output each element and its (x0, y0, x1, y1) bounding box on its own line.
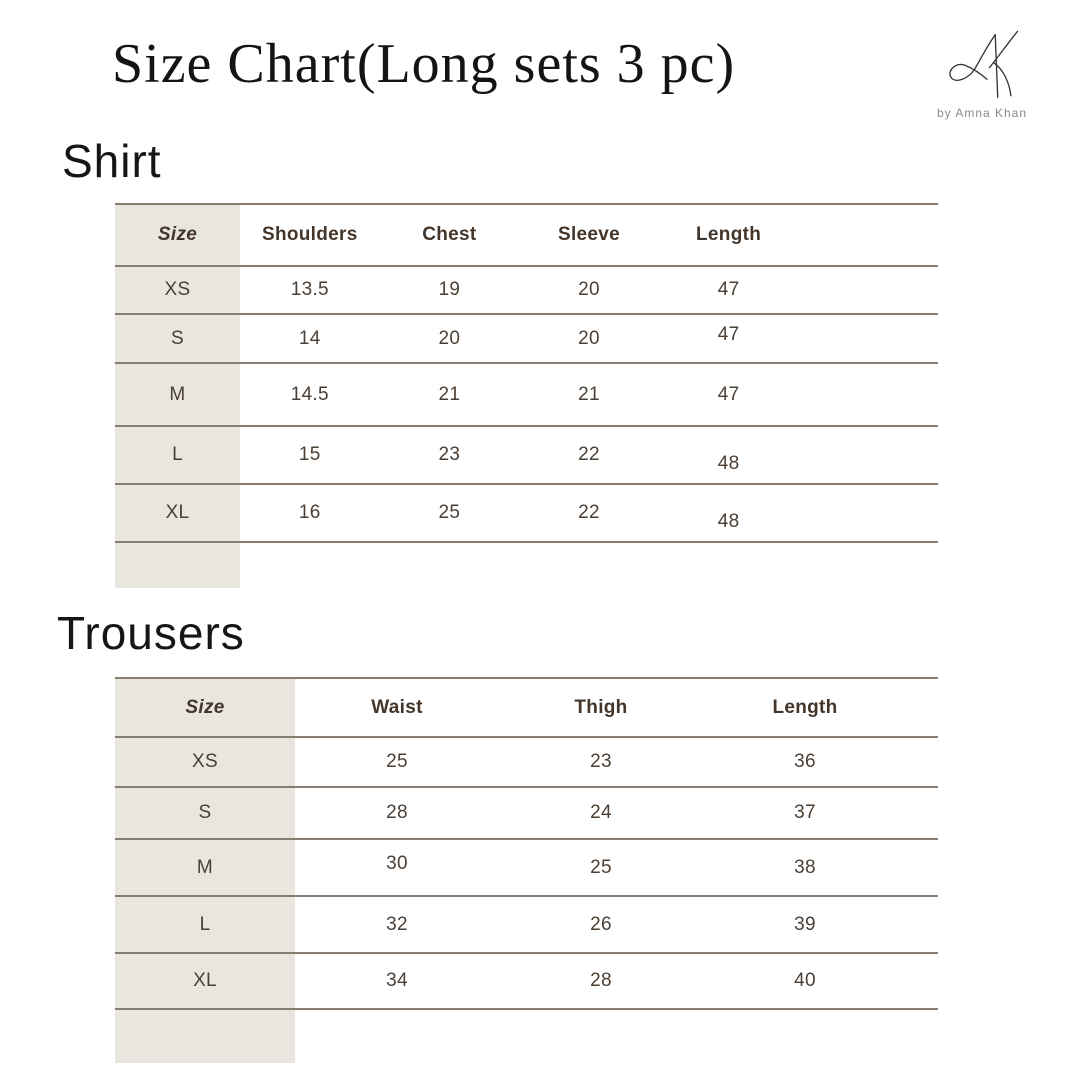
shirt-stub-size-cell (115, 543, 240, 588)
shirt-xs-sleeve: 20 (578, 279, 600, 300)
brand-byline: by Amna Khan (936, 106, 1028, 120)
shirt-xl-shoulders: 16 (298, 502, 321, 523)
table-row (115, 313, 938, 362)
trousers-m-waist: 30 (386, 852, 408, 874)
shirt-col-shoulders: Shoulders (261, 224, 358, 245)
table-row (115, 838, 938, 895)
trousers-xl-size: XL (115, 954, 295, 1008)
brand-logo (922, 28, 1042, 120)
shirt-xs-size: XS (115, 267, 240, 313)
trousers-xs-waist: 25 (386, 751, 408, 772)
trousers-l-thigh: 26 (590, 913, 612, 935)
trousers-size-table (115, 677, 938, 1063)
shirt-s-size: S (115, 315, 240, 362)
trousers-xs-size: XS (115, 738, 295, 786)
shirt-xl-size: XL (115, 485, 240, 541)
shirt-m-sleeve: 21 (578, 383, 600, 405)
trousers-xl-thigh: 28 (590, 970, 612, 991)
trousers-section-heading: Trousers (57, 607, 245, 659)
trousers-xs-thigh: 23 (590, 751, 612, 772)
trousers-xs-length: 36 (794, 751, 816, 772)
shirt-m-chest: 21 (438, 383, 461, 405)
shirt-col-length: Length (696, 224, 762, 245)
shirt-l-size: L (115, 427, 240, 483)
table-row (115, 425, 938, 483)
shirt-s-length: 47 (717, 323, 740, 345)
shirt-size-table (115, 203, 938, 588)
table-row (115, 265, 938, 313)
shirt-xl-sleeve: 22 (578, 502, 600, 523)
trousers-header-row (115, 677, 938, 736)
trousers-m-size: M (115, 840, 295, 895)
shirt-l-shoulders: 15 (298, 444, 321, 465)
shirt-xl-length: 48 (717, 511, 740, 532)
trousers-xl-waist: 34 (386, 970, 408, 991)
shirt-m-length: 47 (717, 383, 740, 405)
trousers-xl-length: 40 (794, 970, 816, 991)
shirt-s-shoulders: 14 (298, 327, 321, 349)
shirt-xl-chest: 25 (438, 502, 461, 523)
trousers-stub-size-cell (115, 1010, 295, 1063)
table-row (115, 786, 938, 838)
trousers-col-length: Length (772, 696, 838, 718)
trousers-col-size: Size (115, 679, 295, 736)
trousers-m-length: 38 (794, 856, 816, 878)
trousers-s-thigh: 24 (590, 802, 612, 823)
trousers-col-waist: Waist (371, 696, 423, 718)
shirt-l-length: 48 (717, 453, 740, 474)
shirt-m-size: M (115, 364, 240, 425)
trousers-l-size: L (115, 897, 295, 952)
shirt-s-chest: 20 (438, 327, 461, 349)
shirt-header-row (115, 203, 938, 265)
table-row (115, 362, 938, 425)
shirt-col-chest: Chest (422, 224, 477, 245)
trousers-s-size: S (115, 788, 295, 838)
table-footer-stub (115, 541, 938, 588)
trousers-col-thigh: Thigh (574, 696, 628, 718)
trousers-s-length: 37 (794, 802, 816, 823)
shirt-s-sleeve: 20 (578, 327, 600, 349)
trousers-m-thigh: 25 (590, 856, 612, 878)
shirt-col-size: Size (115, 205, 240, 265)
shirt-l-chest: 23 (438, 444, 461, 465)
shirt-col-sleeve: Sleeve (557, 224, 620, 245)
shirt-l-sleeve: 22 (578, 444, 600, 465)
shirt-xs-length: 47 (717, 279, 740, 300)
shirt-xs-chest: 19 (438, 279, 461, 300)
table-footer-stub (115, 1008, 938, 1063)
shirt-m-shoulders: 14.5 (290, 383, 329, 405)
trousers-l-waist: 32 (386, 913, 408, 935)
trousers-s-waist: 28 (386, 802, 408, 823)
page-title: Size Chart(Long sets 3 pc) (112, 33, 736, 95)
ak-monogram-icon (939, 28, 1025, 104)
table-row (115, 895, 938, 952)
table-row (115, 952, 938, 1008)
table-row (115, 736, 938, 786)
trousers-l-length: 39 (794, 913, 816, 935)
shirt-section-heading: Shirt (62, 135, 162, 187)
table-row (115, 483, 938, 541)
shirt-xs-shoulders: 13.5 (290, 279, 329, 300)
